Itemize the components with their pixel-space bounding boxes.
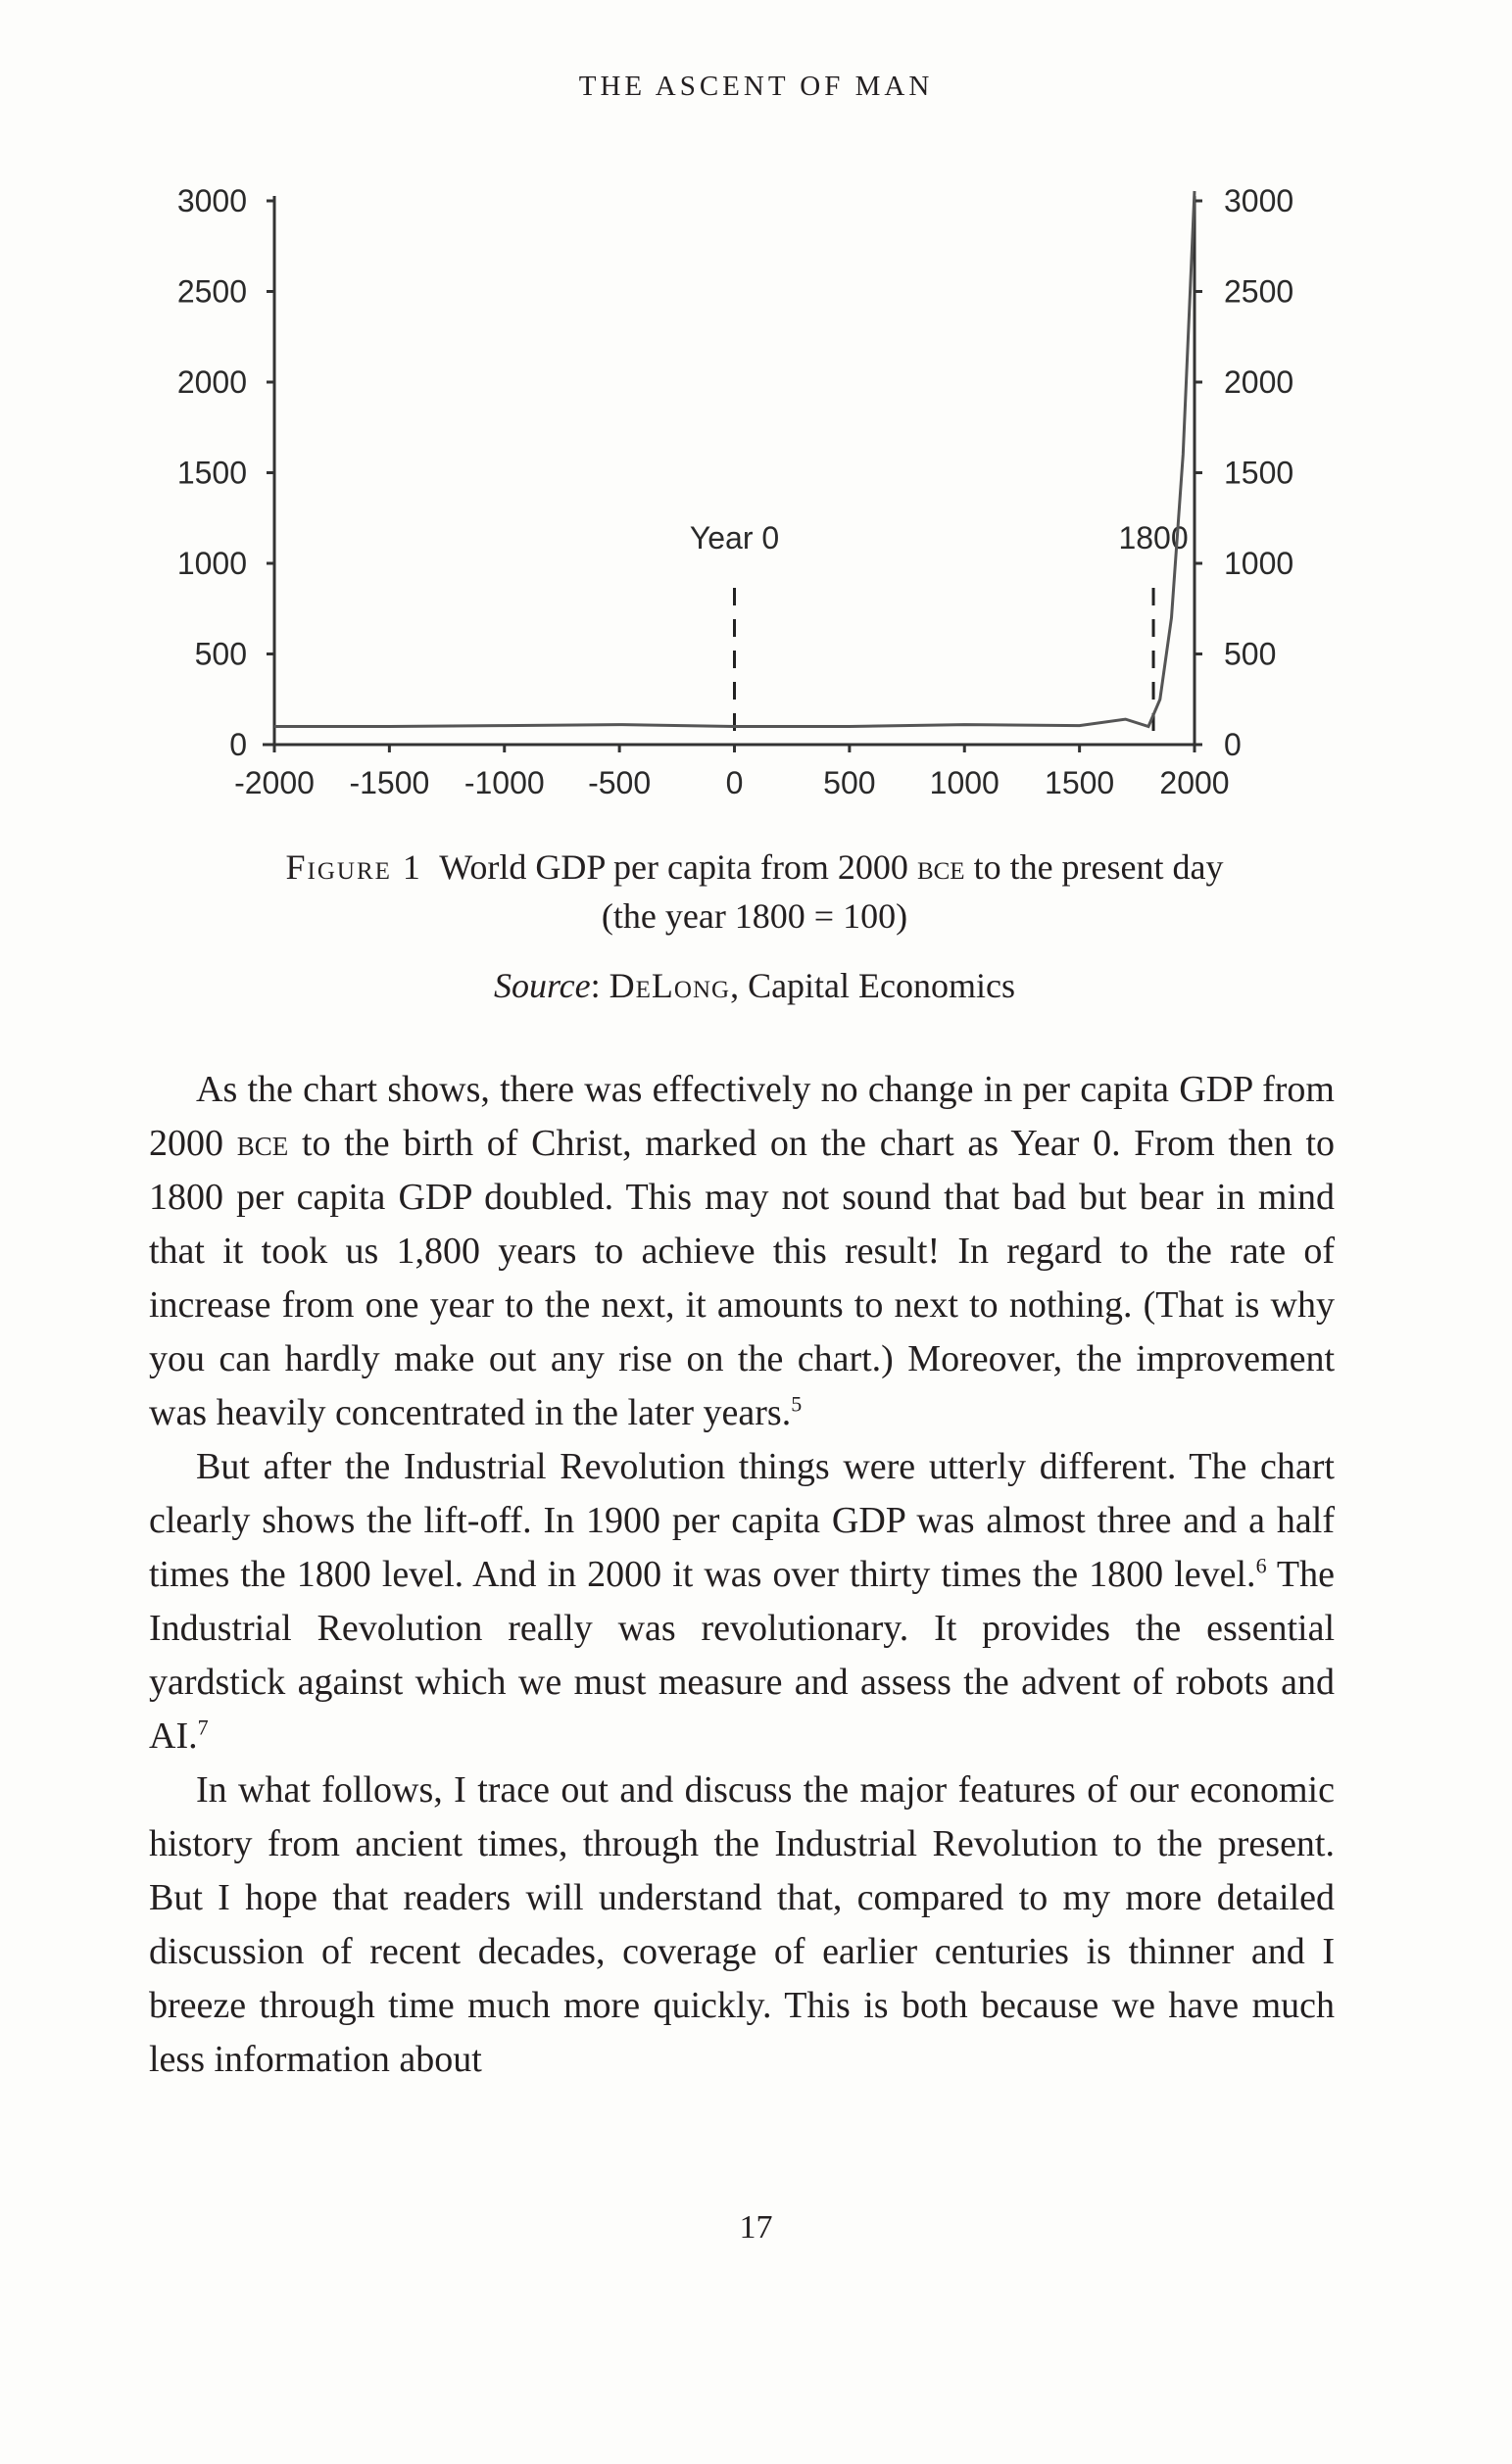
y-tick-right-label: 500	[1224, 636, 1277, 672]
running-head: THE ASCENT OF MAN	[578, 71, 934, 102]
caption-text-1: World GDP per capita from 2000	[439, 847, 917, 887]
y-tick-right-label: 3000	[1224, 183, 1294, 218]
y-tick-left-label: 3000	[176, 183, 247, 218]
source-rest: , Capital Economics	[730, 966, 1015, 1005]
p1-text-b: to the birth of Christ, marked on the chart as Year 0. From then to 1800 per capita GDP doubled. This may not sound that bad but bear in mind that it took us 1,800 years to achieve this result! In regard to the rate of increase from one year to the next, it amounts to next to nothing. (That is why you can hardly make out any rise on the chart.) Moreover, the improvement was heavily concentrated in the later years.	[149, 1123, 1336, 1433]
x-tick-label: 0	[725, 765, 744, 800]
source-author: DeLong	[609, 966, 731, 1005]
y-tick-left-label: 2000	[176, 364, 247, 400]
y-tick-left-label: 1500	[176, 455, 247, 491]
footnote-ref-5[interactable]: 5	[791, 1391, 803, 1417]
p1-bce: bce	[236, 1123, 289, 1164]
caption-line-2: (the year 1800 = 100)	[601, 896, 908, 936]
p1-text-a: As the chart shows, there was effectively no change in per capita GDP from 2000	[149, 1069, 1335, 1164]
x-tick-label: -1500	[349, 765, 430, 800]
paragraph-2	[149, 1440, 1335, 1763]
paragraph-3: In what follows, I trace out and discuss the major features of our economic history from ancient times, through the Industrial Revolution to the present. But I hope that readers will understand that, compared to my more detailed discussion of recent decades, coverage of earlier centuries is thinner and I breeze through time much more quickly. This is both because we have much less information about	[149, 1769, 1335, 2080]
x-axis	[234, 745, 1230, 800]
gdp-chart	[147, 167, 1294, 833]
p2-text-a: But after the Industrial Revolution things were utterly different. The chart clearly shows the lift-off. In 1900 per capita GDP was almost three and a half times the 1800 level. And in 2000 it was over thirty times the 1800 level.	[149, 1446, 1335, 1595]
y-tick-right-label: 1500	[1224, 455, 1294, 491]
gdp-series-line	[274, 191, 1195, 727]
footnote-ref-7[interactable]: 7	[197, 1715, 209, 1740]
y-tick-left-label: 500	[194, 636, 247, 672]
x-tick-label: -500	[588, 765, 652, 800]
chart-axes	[263, 196, 1198, 745]
y-tick-left-label: 2500	[176, 273, 247, 310]
y-tick-left-label: 0	[229, 727, 247, 762]
footnote-ref-6[interactable]: 6	[1255, 1553, 1267, 1578]
y-tick-right-label: 1000	[1224, 546, 1294, 581]
figure-label: Figure 1	[285, 847, 422, 887]
figure-caption	[147, 843, 1362, 941]
y-tick-right-label: 2000	[1224, 364, 1294, 400]
y-tick-left-label: 1000	[176, 546, 247, 581]
annotation-label: Year 0	[689, 520, 780, 556]
x-tick-label: 1500	[1045, 765, 1115, 800]
chart-annotations	[690, 520, 1189, 737]
p2-text-b: The Industrial Revolution really was revolutionary. It provides the essential yardstick against which we must measure and assess the advent of robots and AI.	[149, 1554, 1335, 1757]
body-text	[149, 1063, 1335, 2087]
paragraph-1	[149, 1063, 1335, 1440]
source-colon: :	[590, 966, 610, 1005]
y-tick-right-label: 2500	[1224, 273, 1294, 310]
x-tick-label: 1000	[929, 765, 1000, 800]
y-axis-left	[177, 183, 274, 762]
caption-text-2: to the present day	[964, 847, 1224, 887]
figure-source	[147, 965, 1362, 1006]
page-number: 17	[739, 2209, 773, 2246]
x-tick-label: 2000	[1159, 765, 1230, 800]
x-tick-label: -2000	[234, 765, 315, 800]
source-label: Source	[493, 966, 591, 1005]
y-axis-right	[1195, 183, 1293, 762]
caption-bce: bce	[916, 847, 965, 887]
x-tick-label: 500	[823, 765, 876, 800]
y-tick-right-label: 0	[1224, 727, 1242, 762]
annotation-label: 1800	[1118, 520, 1189, 556]
x-tick-label: -1000	[463, 765, 545, 800]
